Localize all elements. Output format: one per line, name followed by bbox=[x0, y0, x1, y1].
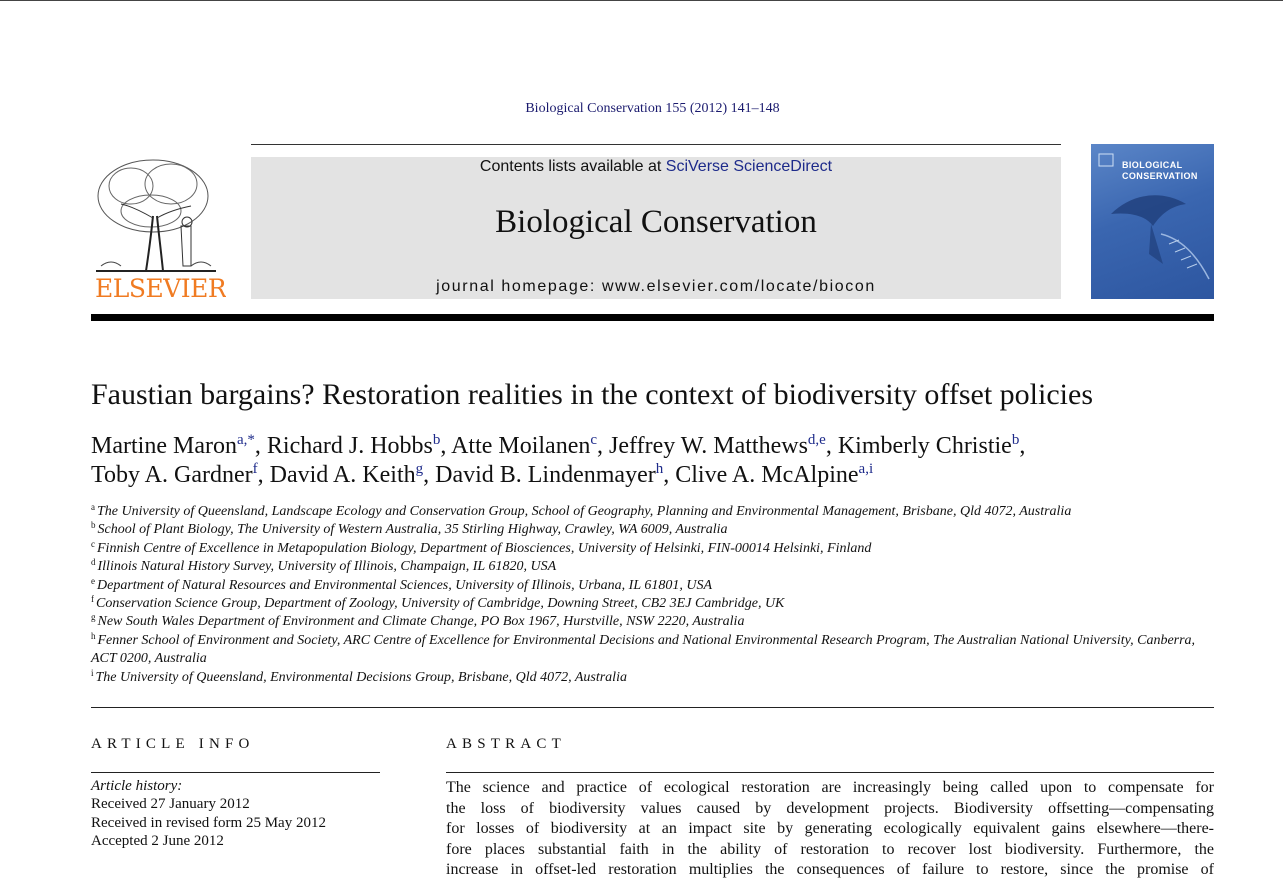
history-label: Article history: bbox=[91, 778, 183, 794]
revised-date: Received in revised form 25 May 2012 bbox=[91, 814, 326, 831]
author-separator: , bbox=[257, 462, 270, 488]
top-rule bbox=[0, 0, 1283, 1]
author-affiliation-marker[interactable]: d,e bbox=[807, 432, 826, 448]
affiliation-item bbox=[91, 613, 1214, 631]
affiliation-key: c bbox=[91, 538, 95, 549]
author-line-1 bbox=[91, 432, 1214, 461]
abstract-line: for losses of biodiversity at an impact site by generating ecologically equivalent gains elsewhere—there- bbox=[446, 820, 1214, 837]
journal-cover bbox=[1091, 144, 1214, 299]
affiliation-text: Department of Natural Resources and Environmental Sciences, University of Illinois, Urbana, IL 61801, USA bbox=[97, 577, 713, 593]
abstract-line: fore places substantial faith in the ability of restoration to recover lost biodiversity. Furthermore, the bbox=[446, 840, 1214, 858]
affiliation-item bbox=[91, 577, 1214, 595]
author-name: David B. Lindenmayer bbox=[435, 462, 656, 488]
elsevier-tree-icon bbox=[91, 156, 221, 276]
sciencedirect-link[interactable]: SciVerse ScienceDirect bbox=[665, 158, 833, 175]
author-separator: , bbox=[1019, 433, 1026, 459]
author-affiliation-marker[interactable]: g bbox=[415, 461, 424, 477]
article-info-heading: ARTICLE INFO bbox=[91, 736, 255, 752]
affiliation-list bbox=[91, 503, 1214, 687]
cover-title-line2: CONSERVATION bbox=[1122, 171, 1198, 181]
affiliation-text: Illinois Natural History Survey, University of Illinois, Champaign, IL 61820, USA bbox=[97, 559, 557, 575]
author-affiliation-marker[interactable]: b bbox=[1011, 432, 1020, 448]
affiliation-key: e bbox=[91, 575, 95, 586]
elsevier-wordmark: ELSEVIER bbox=[95, 274, 227, 300]
affiliation-item bbox=[91, 558, 1214, 576]
affiliation-text: The University of Queensland, Landscape Ecology and Conservation Group, School of Geography, Planning and Environmental Management, Brisbane, Qld 4072, Australia bbox=[97, 504, 1072, 519]
abstract-text bbox=[446, 778, 1214, 881]
author-affiliation-marker[interactable]: f bbox=[252, 461, 258, 477]
article-history bbox=[91, 777, 380, 851]
affiliation-text: School of Plant Biology, The University of Western Australia, 35 Stirling Highway, Crawley, WA 6009, Australia bbox=[97, 522, 728, 538]
affiliation-key: a bbox=[91, 502, 95, 512]
author-separator: , bbox=[597, 433, 610, 459]
header-rule bbox=[91, 314, 1214, 321]
journal-banner bbox=[251, 157, 1061, 299]
author-separator: , bbox=[440, 433, 452, 459]
author-affiliation-marker[interactable]: c bbox=[590, 432, 598, 448]
affiliation-key: i bbox=[91, 667, 94, 678]
affiliation-text: The University of Queensland, Environmental Decisions Group, Brisbane, Qld 4072, Australia bbox=[95, 669, 627, 685]
article-info-rule bbox=[91, 772, 380, 773]
section-rule bbox=[91, 707, 1214, 708]
author-separator: , bbox=[825, 433, 838, 459]
affiliation-key: d bbox=[91, 557, 96, 568]
author-affiliation-marker[interactable]: a,* bbox=[236, 432, 255, 448]
affiliation-text: Conservation Science Group, Department of Zoology, University of Cambridge, Downing Street, CB2 3EJ Cambridge, UK bbox=[96, 596, 785, 612]
author-separator: , bbox=[423, 462, 436, 488]
affiliation-key: h bbox=[91, 630, 96, 641]
author-name: Jeffrey W. Matthews bbox=[609, 433, 808, 459]
cover-title-line1: BIOLOGICAL bbox=[1122, 160, 1183, 170]
abstract-heading: ABSTRACT bbox=[446, 736, 566, 752]
affiliation-item bbox=[91, 540, 1214, 558]
author-list bbox=[91, 432, 1214, 490]
contents-line bbox=[251, 158, 1061, 176]
affiliation-text: Fenner School of Environment and Society, ARC Centre of Excellence for Environmental Decisions and National Environmental Research Program, The Australian National University, Canberra, ACT 0200, Australia bbox=[91, 632, 1196, 667]
elsevier-logo bbox=[91, 156, 227, 302]
author-name: Martine Maron bbox=[91, 433, 237, 459]
author-name: David A. Keith bbox=[269, 462, 416, 488]
author-name: Atte Moilanen bbox=[451, 433, 591, 459]
abstract-line: the loss of biodiversity values caused by development projects. Biodiversity offsetting—compensating bbox=[446, 799, 1214, 817]
journal-homepage[interactable]: journal homepage: www.elsevier.com/locate/biocon bbox=[436, 278, 876, 295]
author-name: Richard J. Hobbs bbox=[266, 433, 433, 459]
affiliation-item bbox=[91, 503, 1214, 521]
author-line-2 bbox=[91, 461, 1214, 490]
abstract-line: increase in offset-led restoration multiplies the consequences of failure to restore, since the promise of bbox=[446, 861, 1214, 878]
abstract-line: The science and practice of ecological restoration are increasingly being called upon to compensate for bbox=[446, 779, 1214, 796]
contents-prefix: Contents lists available at bbox=[479, 158, 666, 175]
author-name: Toby A. Gardner bbox=[91, 462, 253, 488]
author-affiliation-marker[interactable]: h bbox=[655, 461, 664, 477]
author-name: Clive A. McAlpine bbox=[675, 462, 859, 488]
citation-rule bbox=[251, 144, 1061, 145]
affiliation-text: Finnish Centre of Excellence in Metapopulation Biology, Department of Biosciences, University of Helsinki, FIN-00014 Helsinki, Finland bbox=[97, 540, 872, 556]
author-affiliation-marker[interactable]: a,i bbox=[858, 461, 874, 477]
affiliation-item bbox=[91, 521, 1214, 539]
journal-citation: Biological Conservation 155 (2012) 141–148 bbox=[525, 101, 780, 116]
affiliation-key: f bbox=[91, 594, 94, 605]
affiliation-text: New South Wales Department of Environment and Climate Change, PO Box 1967, Hurstville, NSW 2220, Australia bbox=[97, 614, 745, 630]
author-separator: , bbox=[254, 433, 267, 459]
affiliation-item bbox=[91, 595, 1214, 613]
affiliation-item bbox=[91, 632, 1214, 669]
affiliation-item bbox=[91, 669, 1214, 687]
affiliation-key: b bbox=[91, 520, 96, 531]
author-name: Kimberly Christie bbox=[837, 433, 1012, 459]
journal-title: Biological Conservation bbox=[495, 204, 817, 240]
author-separator: , bbox=[663, 462, 676, 488]
received-date: Received 27 January 2012 bbox=[91, 796, 250, 813]
author-affiliation-marker[interactable]: b bbox=[432, 432, 441, 448]
article-title: Faustian bargains? Restoration realities in the context of biodiversity offset policies bbox=[91, 378, 1093, 411]
affiliation-key: g bbox=[91, 612, 96, 623]
abstract-rule bbox=[446, 772, 1214, 773]
cover-title bbox=[1122, 160, 1198, 182]
accepted-date: Accepted 2 June 2012 bbox=[91, 833, 224, 850]
